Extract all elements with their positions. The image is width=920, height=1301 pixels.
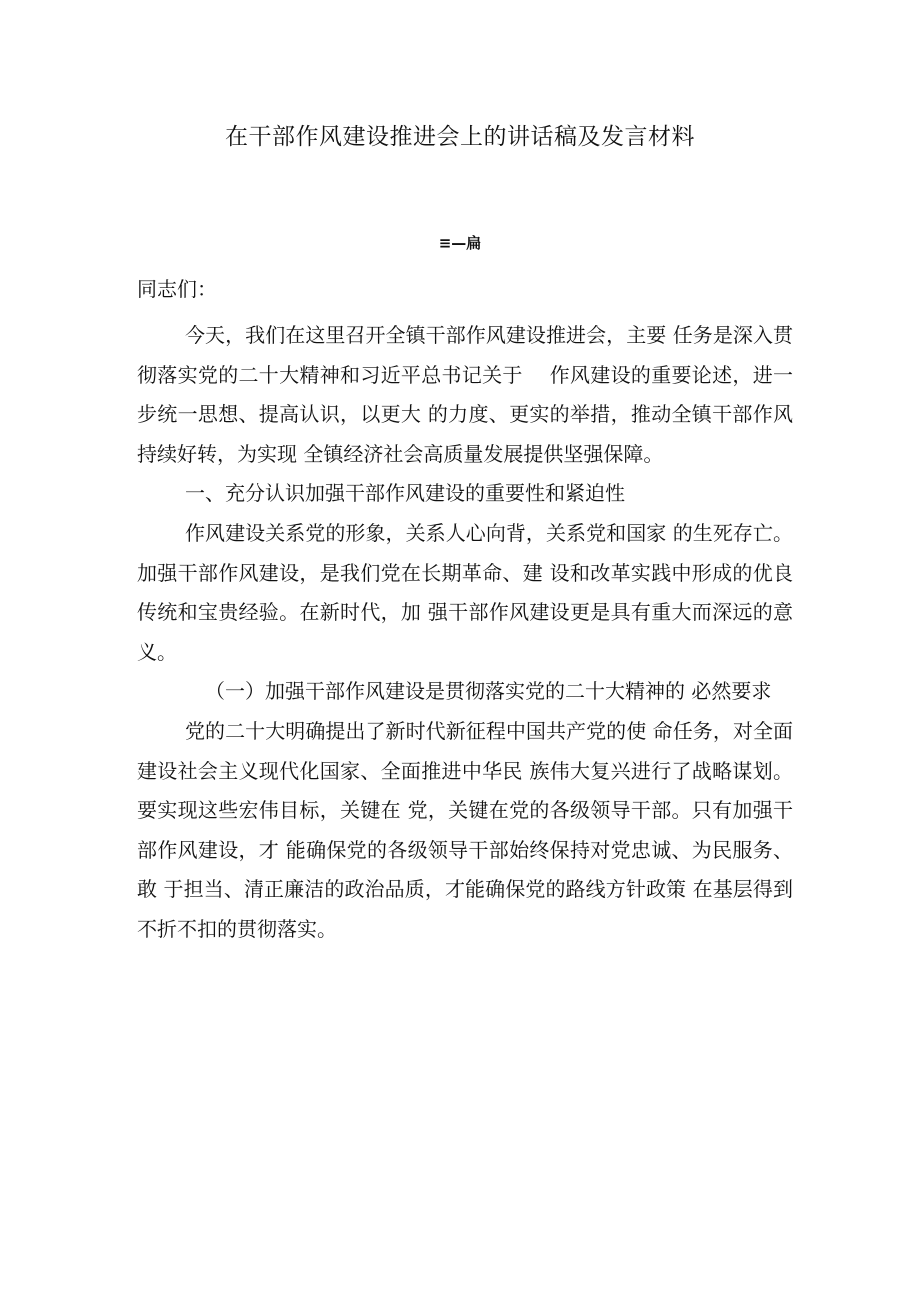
body-paragraph: 党的二十大明确提出了新时代新征程中国共产党的使 命任务，对全面建设社会主义现代化国家、全面推进中华民 族伟大复兴进行了战略谋划。要实现这些宏伟目标，关键在 党，关键在党的各级领导干部。只有加强干部作风建设，才 能确保党的各级领导干部始终保持对党忠诚、为民服务、敢 于担当、清正廉洁的政治品质，才能确保党的路线方针政策 在基层得到不折不扣的贯彻落实。	[137, 718, 793, 941]
section-heading-1: 一、充分认识加强干部作风建设的重要性和紧迫性	[185, 481, 625, 506]
document-body	[137, 316, 793, 950]
section-label: ≡—扁	[438, 234, 482, 252]
subsection-heading-1: （一）加强干部作风建设是贯彻落实党的二十大精神的 必然要求	[205, 679, 772, 704]
greeting: 同志们：	[137, 277, 217, 301]
intro-paragraph: 今天，我们在这里召开全镇干部作风建设推进会，主要 任务是深入贯彻落实党的二十大精神和习近平总书记关于 作风建设的重要论述，进一步统一思想、提高认识，以更大 的力度、更实的举措，推动全镇干部作风持续好转，为实现 全镇经济社会高质量发展提供坚强保障。	[137, 323, 793, 466]
document-title: 在干部作风建设推进会上的讲话稿及发言材料	[225, 124, 695, 150]
body-paragraph: 作风建设关系党的形象，关系人心向背，关系党和国家 的生死存亡。加强干部作风建设，是我们党在长期革命、建 设和改革实践中形成的优良传统和宝贵经验。在新时代，加 强干部作风建设更是具有重大而深远的意义。	[137, 520, 793, 664]
